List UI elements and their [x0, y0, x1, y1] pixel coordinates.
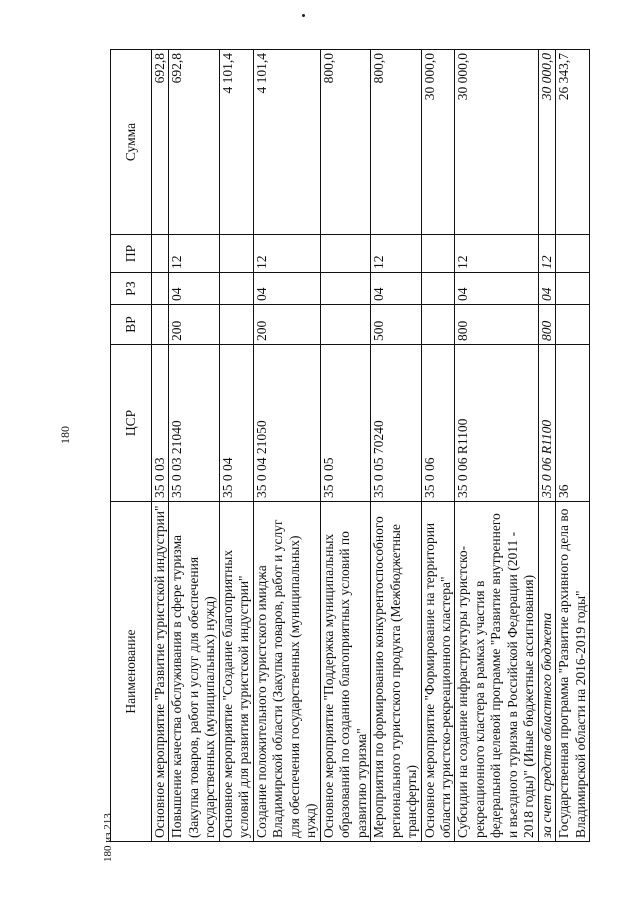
cell-vr: 200 [253, 305, 320, 345]
rotated-table-container [110, 50, 588, 842]
table-row [219, 50, 253, 842]
table-row [421, 50, 455, 842]
cell-name: Основное мероприятие "Создание благоприятных условий для развития туристской индустрии" [219, 502, 253, 842]
cell-vr [320, 305, 370, 345]
cell-name: Государственная программа "Развитие архивного дела во Владимирской области на 2016-2019 годы" [556, 502, 590, 842]
cell-sum: 692,8 [152, 50, 169, 235]
table-row [320, 50, 370, 842]
cell-rz: 04 [538, 273, 555, 305]
header-csr: ЦСР [111, 345, 152, 502]
cell-rz: 04 [371, 273, 421, 305]
table-row [371, 50, 421, 842]
cell-sum: 30 000,0 [421, 50, 455, 235]
cell-csr: 35 0 06 R1100 [538, 345, 555, 502]
cell-pr [421, 235, 455, 273]
cell-name: Основное мероприятие "Формирование на территории области туристско-рекреационного кластера" [421, 502, 455, 842]
cell-name: Создание положительного туристского имиджа Владимирской области (Закупка товаров, работ и услуг для обеспечения государственных (муниципальных) нужд) [253, 502, 320, 842]
cell-sum: 800,0 [371, 50, 421, 235]
cell-vr: 800 [455, 305, 538, 345]
cell-csr: 35 0 04 [219, 345, 253, 502]
page-number-bottom: 180 из 213 [102, 813, 114, 862]
cell-csr: 35 0 06 R1100 [455, 345, 538, 502]
table-row [253, 50, 320, 842]
cell-vr [152, 305, 169, 345]
cell-csr: 35 0 05 70240 [371, 345, 421, 502]
cell-sum: 30 000,0 [455, 50, 538, 235]
cell-rz: 04 [169, 273, 219, 305]
cell-pr: 12 [455, 235, 538, 273]
header-vr: ВР [111, 305, 152, 345]
cell-name: Основное мероприятие "Развитие туристской индустрии" [152, 502, 169, 842]
cell-rz [320, 273, 370, 305]
header-sum: Сумма [111, 50, 152, 235]
cell-rz [421, 273, 455, 305]
cell-rz: 04 [253, 273, 320, 305]
cell-pr [556, 235, 590, 273]
cell-name: Субсидии на создание инфраструктуры туристско-рекреационного кластера в рамках участия в федеральной целевой программе "Развитие внутреннего и въездного туризма в Российской Федерации (2011 - 2018 годы)" (Иные бюджетные ассигнования) [455, 502, 538, 842]
table-body [152, 50, 590, 842]
table-header-row [111, 50, 152, 842]
cell-vr: 800 [538, 305, 555, 345]
cell-csr: 35 0 06 [421, 345, 455, 502]
cell-rz [152, 273, 169, 305]
cell-rz [556, 273, 590, 305]
cell-sum: 30 000,0 [538, 50, 555, 235]
cell-sum: 26 343,7 [556, 50, 590, 235]
cell-vr: 500 [371, 305, 421, 345]
cell-sum: 4 101,4 [219, 50, 253, 235]
table-row [169, 50, 219, 842]
cell-sum: 4 101,4 [253, 50, 320, 235]
cell-vr [421, 305, 455, 345]
cell-csr: 35 0 04 21050 [253, 345, 320, 502]
cell-pr [152, 235, 169, 273]
table-row [455, 50, 538, 842]
cell-sum: 800,0 [320, 50, 370, 235]
cell-name: за счет средств областного бюджета [538, 502, 555, 842]
cell-csr: 36 [556, 345, 590, 502]
cell-pr: 12 [169, 235, 219, 273]
header-name: Наименование [111, 502, 152, 842]
table-row [152, 50, 169, 842]
header-rz: РЗ [111, 273, 152, 305]
cell-vr [556, 305, 590, 345]
table-row [556, 50, 590, 842]
cell-csr: 35 0 03 [152, 345, 169, 502]
cell-vr [219, 305, 253, 345]
budget-table [110, 49, 590, 842]
cell-sum: 692,8 [169, 50, 219, 235]
cell-name: Основное мероприятие "Поддержка муниципальных образований по созданию благоприятных условий по развитию туризма" [320, 502, 370, 842]
cell-pr: 12 [538, 235, 555, 273]
page-number-top: 180 [58, 426, 72, 444]
cell-vr: 200 [169, 305, 219, 345]
table-row [538, 50, 555, 842]
cell-pr [219, 235, 253, 273]
cell-rz [219, 273, 253, 305]
scan-speck [302, 14, 305, 17]
cell-csr: 35 0 03 21040 [169, 345, 219, 502]
cell-pr [320, 235, 370, 273]
cell-rz: 04 [455, 273, 538, 305]
cell-pr: 12 [371, 235, 421, 273]
cell-name: Повышение качества обслуживания в сфере туризма (Закупка товаров, работ и услуг для обеспечения государственных (муниципальных) нужд) [169, 502, 219, 842]
header-pr: ПР [111, 235, 152, 273]
cell-csr: 35 0 05 [320, 345, 370, 502]
cell-name: Мероприятия по формированию конкурентоспособного регионального туристского продукта (Межбюджетные трансферты) [371, 502, 421, 842]
cell-pr: 12 [253, 235, 320, 273]
